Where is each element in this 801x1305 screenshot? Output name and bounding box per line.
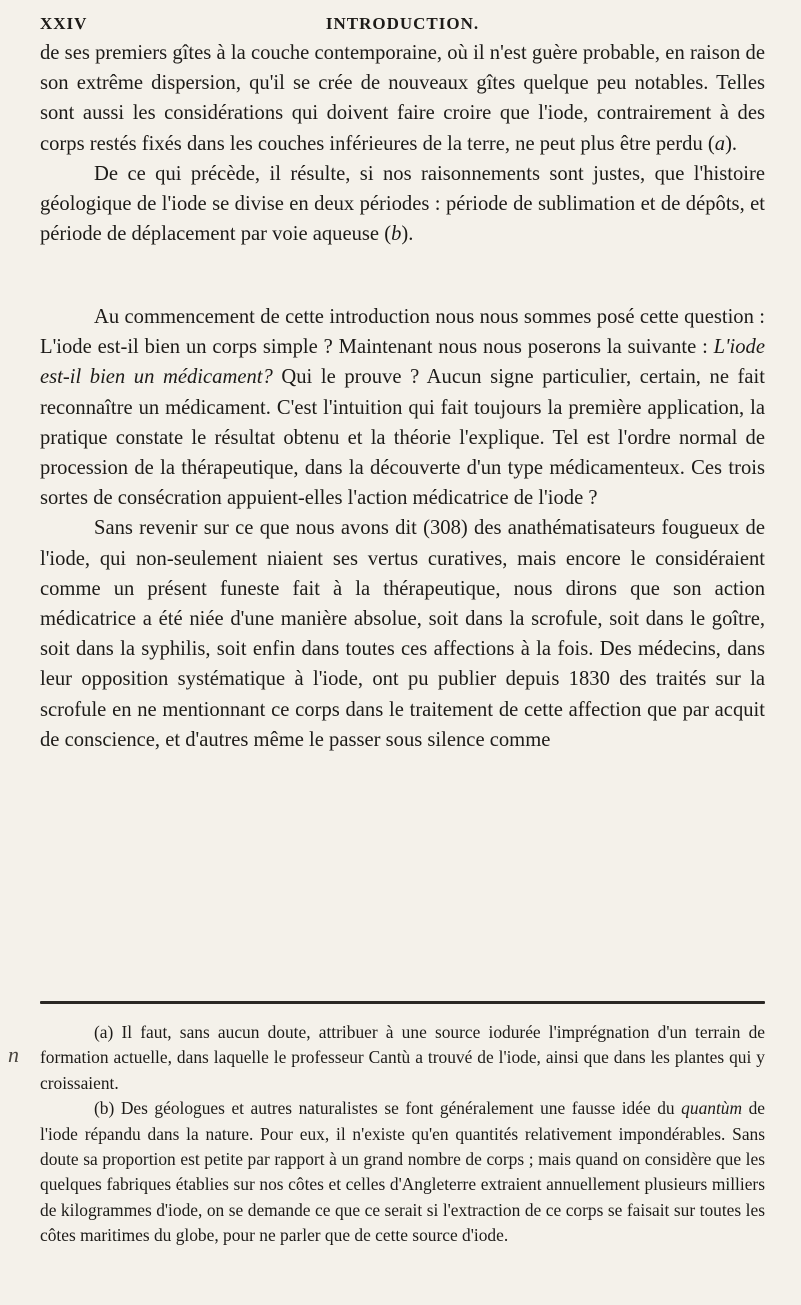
margin-annotation: n (8, 1042, 19, 1067)
paragraph-3: Au commencement de cette introduction nous nous sommes posé cette question : L'iode est-il bien un corps simple ? Maintenant nous nous poserons la suivante : L'iode est-il bien un médicament? Qui le prouve ? Aucun signe particulier, certain, ne fait reconnaître un médicament. C'est l'intuition qui fait toujours la première application, la pratique constate le résultat obtenu et la théorie l'explique. Tel est l'ordre normal de procession de la thérapeutique, dans la découverte d'un type médicamenteux. Ces trois sortes de consécration appuient-elles l'action médicatrice de l'iode ? (40, 306, 765, 510)
running-head (40, 14, 765, 38)
footnote-divider (40, 1001, 765, 1004)
body-text-top (40, 38, 765, 249)
running-title: INTRODUCTION. (325, 14, 480, 33)
footnote-ref-b: b (391, 223, 402, 246)
italic-question: L'iode est-il bien un médicament? (40, 336, 765, 389)
footnotes (40, 1020, 765, 1249)
footnote-a: (a) Il faut, sans aucun doute, attribuer à une source iodurée l'imprégnation d'un terrain de formation actuelle, dans laquelle le professeur Cantù a trouvé de l'iode, ainsi que dans les plantes qui y croissaient. (40, 1022, 765, 1093)
body-text-main (40, 302, 765, 755)
footnote-b: (b) Des géologues et autres naturalistes se font généralement une fausse idée du quantùm de l'iode répandu dans la nature. Pour eux, il n'existe qu'en quantités relativement impondérables. Sans doute sa proportion est petite par rapport à un grand nombre de corps ; mais quand on considère que les quelques fabriques établies sur nos côtes et celles d'Angleterre extraient annuellement plusieurs milliers de kilogrammes d'iode, on se demande ce que ce serait si l'extraction de ce corps se faisait sur toutes les côtes maritimes du globe, pour ne parler que de cette source d'iode. (40, 1098, 766, 1246)
paragraph-1: de ses premiers gîtes à la couche contemporaine, où il n'est guère probable, en raison de son extrême dispersion, qu'il se crée de nouveaux gîtes quelque peu notables. Telles sont aussi les considérations qui doivent faire croire que l'iode, contrairement à des corps restés fixés dans les couches inférieures de la terre, ne peut plus être perdu (a). (40, 42, 765, 155)
paragraph-4: Sans revenir sur ce que nous avons dit (308) des anathématisateurs fougueux de l'iode, qui non-seulement niaient ses vertus curatives, mais encore le considéraient comme un présent funeste fait à la thérapeutique, nous dirons que son action médicatrice a été niée d'une manière absolue, soit dans la scrofule, soit dans le goître, soit dans la syphilis, soit enfin dans toutes ces affections à la fois. Des médecins, dans leur opposition systématique à l'iode, ont pu publier depuis 1830 des traités sur la scrofule en ne mentionnant ce corps dans le traitement de cette affection que par acquit de conscience, et d'autres même le passer sous silence comme (40, 517, 765, 751)
page-number: XXIV (40, 14, 88, 33)
footnote-ref-a: a (714, 132, 726, 155)
paragraph-2: De ce qui précède, il résulte, si nos raisonnements sont justes, que l'histoire géologique de l'iode se divise en deux périodes : période de sublimation et de dépôts, et période de déplacement par voie aqueuse (b). (40, 162, 765, 246)
